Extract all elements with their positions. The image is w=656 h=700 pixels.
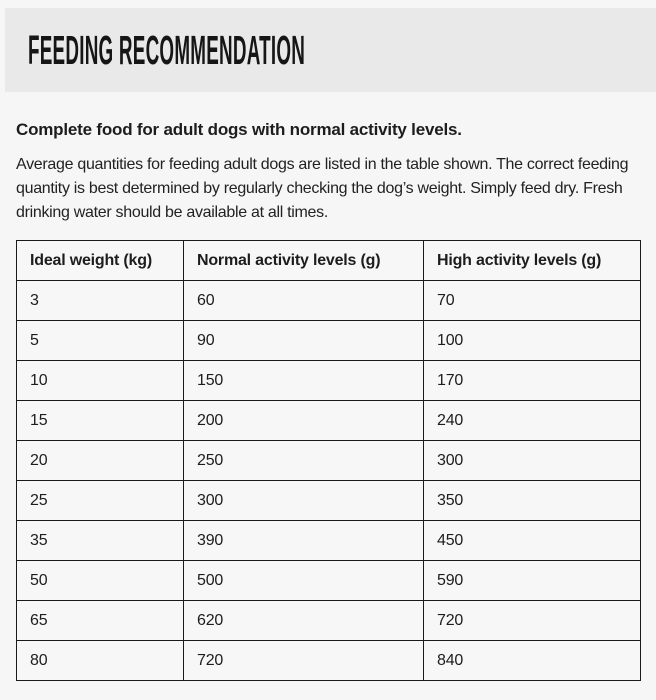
column-header-high-activity: High activity levels (g)	[424, 241, 641, 281]
cell-high: 300	[424, 441, 641, 481]
cell-weight: 3	[17, 281, 184, 321]
cell-normal: 200	[184, 401, 424, 441]
table-row	[17, 401, 641, 441]
cell-high: 100	[424, 321, 641, 361]
page-title: FEEDING RECOMMENDATION	[28, 26, 306, 73]
table-row	[17, 561, 641, 601]
cell-normal: 90	[184, 321, 424, 361]
section-header-band	[5, 8, 656, 92]
cell-high: 350	[424, 481, 641, 521]
column-header-ideal-weight: Ideal weight (kg)	[17, 241, 184, 281]
cell-weight: 25	[17, 481, 184, 521]
table-row	[17, 481, 641, 521]
table-row	[17, 281, 641, 321]
intro-text: Complete food for adult dogs with normal activity levels.	[16, 120, 462, 139]
cell-weight: 35	[17, 521, 184, 561]
column-header-normal-activity: Normal activity levels (g)	[184, 241, 424, 281]
table-row	[17, 521, 641, 561]
cell-normal: 60	[184, 281, 424, 321]
description-text: Average quantities for feeding adult dogs are listed in the table shown. The correct feeding quantity is best determined by regularly checking the dog’s weight. Simply feed dry. Fresh drinking water should be available at all times.	[16, 156, 629, 221]
table-row	[17, 601, 641, 641]
cell-high: 720	[424, 601, 641, 641]
table-row	[17, 641, 641, 681]
table-header-row	[17, 241, 641, 281]
cell-normal: 500	[184, 561, 424, 601]
cell-weight: 10	[17, 361, 184, 401]
cell-high: 170	[424, 361, 641, 401]
table-row	[17, 361, 641, 401]
feeding-table	[16, 240, 641, 681]
cell-normal: 150	[184, 361, 424, 401]
cell-weight: 15	[17, 401, 184, 441]
cell-high: 70	[424, 281, 641, 321]
cell-weight: 20	[17, 441, 184, 481]
cell-high: 450	[424, 521, 641, 561]
cell-weight: 65	[17, 601, 184, 641]
cell-normal: 390	[184, 521, 424, 561]
cell-high: 590	[424, 561, 641, 601]
cell-normal: 620	[184, 601, 424, 641]
table-row	[17, 321, 641, 361]
cell-normal: 250	[184, 441, 424, 481]
cell-high: 240	[424, 401, 641, 441]
cell-high: 840	[424, 641, 641, 681]
cell-weight: 50	[17, 561, 184, 601]
cell-weight: 5	[17, 321, 184, 361]
cell-normal: 300	[184, 481, 424, 521]
table-row	[17, 441, 641, 481]
cell-normal: 720	[184, 641, 424, 681]
content-area	[0, 118, 656, 681]
cell-weight: 80	[17, 641, 184, 681]
